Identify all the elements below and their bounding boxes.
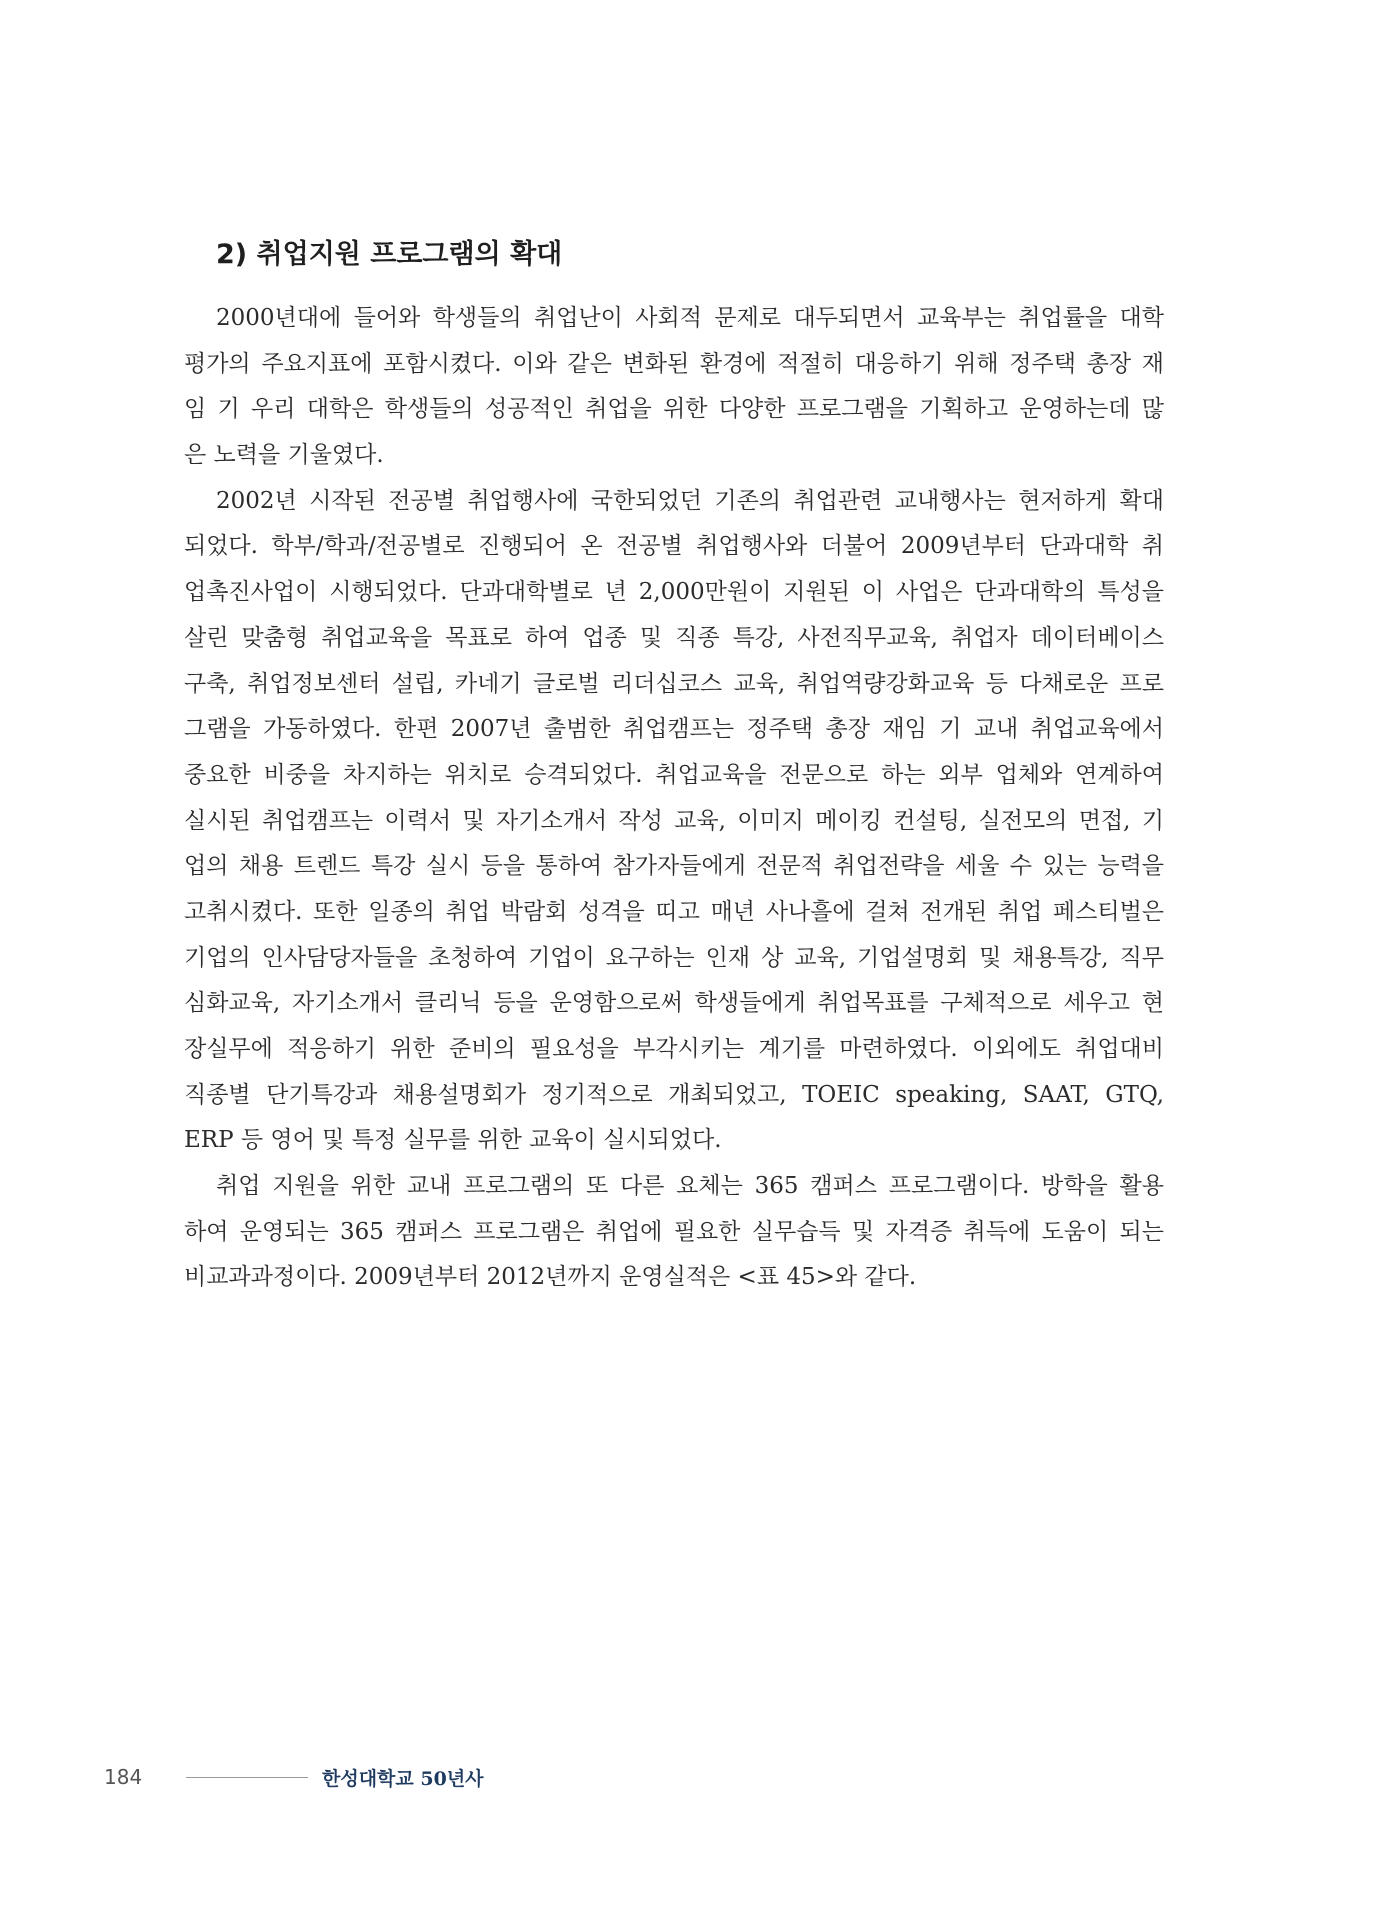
text-line: 직종별 단기특강과 채용설명회가 정기적으로 개최되었고, TOEIC speaking, SAAT, GTQ, <box>184 1081 1164 1108</box>
text-line: 하여 운영되는 365 캠퍼스 프로그램은 취업에 필요한 실무습득 및 자격증 취득에 도움이 되는 <box>184 1218 1164 1245</box>
book-title: 한성대학교 50년사 <box>322 1767 484 1790</box>
paragraph <box>184 479 1164 1164</box>
text-line: 중요한 비중을 차지하는 위치로 승격되었다. 취업교육을 전문으로 하는 외부 업체와 연계하여 <box>184 761 1164 788</box>
section-heading: 2) 취업지원 프로그램의 확대 <box>216 239 563 270</box>
text-line: 2002년 시작된 전공별 취업행사에 국한되었던 기존의 취업관련 교내행사는 현저하게 확대 <box>216 487 1164 514</box>
text-line: 그램을 가동하였다. 한편 2007년 출범한 취업캠프는 정주택 총장 재임 기 교내 취업교육에서 <box>184 716 1164 743</box>
text-line: 임 기 우리 대학은 학생들의 성공적인 취업을 위한 다양한 프로그램을 기획하고 운영하는데 많 <box>184 396 1164 423</box>
text-line: 실시된 취업캠프는 이력서 및 자기소개서 작성 교육, 이미지 메이킹 컨설팅, 실전모의 면접, 기 <box>184 807 1164 834</box>
text-line: 살린 맞춤형 취업교육을 목표로 하여 업종 및 직종 특강, 사전직무교육, 취업자 데이터베이스 <box>184 624 1164 651</box>
text-line: 기업의 인사담당자들을 초청하여 기업이 요구하는 인재 상 교육, 기업설명회 및 채용특강, 직무 <box>184 944 1164 971</box>
page-number: 184 <box>104 1765 143 1789</box>
page-footer <box>104 1762 484 1792</box>
text-line: 되었다. 학부/학과/전공별로 진행되어 온 전공별 취업행사와 더불어 2009년부터 단과대학 취 <box>184 533 1164 560</box>
text-line: 심화교육, 자기소개서 클리닉 등을 운영함으로써 학생들에게 취업목표를 구체적으로 세우고 현 <box>184 990 1164 1017</box>
text-line: 평가의 주요지표에 포함시켰다. 이와 같은 변화된 환경에 적절히 대응하기 위해 정주택 총장 재 <box>184 350 1164 377</box>
text-line: 고취시켰다. 또한 일종의 취업 박람회 성격을 띠고 매년 사나흘에 걸쳐 전개된 취업 페스티벌은 <box>184 898 1164 925</box>
text-line: 2000년대에 들어와 학생들의 취업난이 사회적 문제로 대두되면서 교육부는 취업률을 대학 <box>216 305 1164 331</box>
footer-divider <box>186 1777 308 1778</box>
text-line: 비교과과정이다. 2009년부터 2012년까지 운영실적은 <표 45>와 같다. <box>184 1264 917 1291</box>
text-line: 업의 채용 트렌드 특강 실시 등을 통하여 참가자들에게 전문적 취업전략을 세울 수 있는 능력을 <box>184 853 1164 880</box>
paragraph <box>184 296 1164 479</box>
text-line: 취업 지원을 위한 교내 프로그램의 또 다른 요체는 365 캠퍼스 프로그램이다. 방학을 활용 <box>216 1173 1164 1200</box>
paragraph <box>184 1164 1164 1301</box>
text-line: 은 노력을 기울였다. <box>184 442 384 469</box>
text-line: 장실무에 적응하기 위한 준비의 필요성을 부각시키는 계기를 마련하였다. 이외에도 취업대비 <box>184 1036 1164 1062</box>
text-line: 업촉진사업이 시행되었다. 단과대학별로 년 2,000만원이 지원된 이 사업은 단과대학의 특성을 <box>184 579 1164 606</box>
body-text <box>184 296 1164 1301</box>
text-line: 구축, 취업정보센터 설립, 카네기 글로벌 리더십코스 교육, 취업역량강화교육 등 다채로운 프로 <box>184 670 1164 697</box>
text-line: ERP 등 영어 및 특정 실무를 위한 교육이 실시되었다. <box>184 1127 722 1154</box>
